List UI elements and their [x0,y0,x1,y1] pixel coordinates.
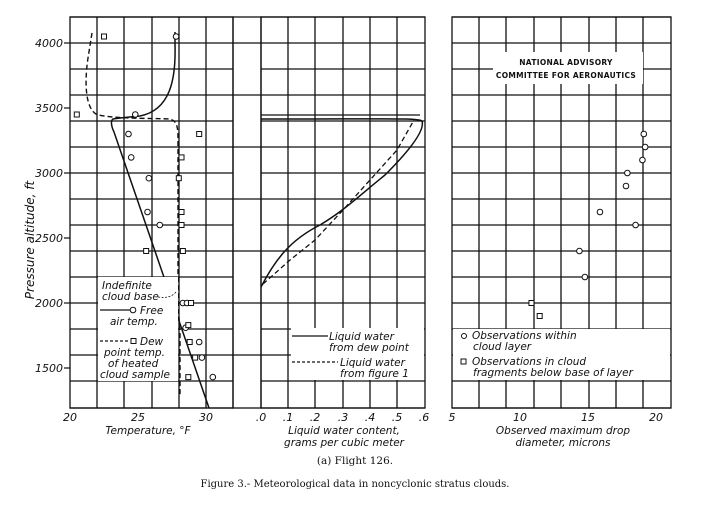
lw-tick-1: .1 [282,411,294,424]
lw-x-label-1: Liquid water content, [288,425,400,437]
drop-x-label-2: diameter, microns [515,437,611,449]
lw-x-label-2: grams per cubic meter [284,437,404,449]
liquid-water-x-axis [256,411,430,449]
temp-tick-30: 30 [199,411,213,424]
legend-lw-dashed-1: Liquid water [340,357,405,369]
lw-tick-3: .3 [337,411,349,424]
y-axis [23,37,63,375]
legend-drop-square-1: Observations in cloud [472,356,587,368]
drop-x-axis [449,411,664,449]
drop-tick-15: 15 [581,411,595,424]
y-tick-3500: 3500 [35,102,63,115]
legend-drop-square-2: fragments below base of layer [473,367,633,379]
y-axis-label: Pressure altitude, ft [23,180,37,300]
agency-line-2: COMMITTEE FOR AERONAUTICS [495,71,637,80]
temp-tick-25: 25 [131,411,145,424]
temp-x-label: Temperature, °F [105,425,191,437]
drop-tick-5: 5 [448,411,456,424]
drop-tick-10: 10 [513,411,527,424]
lw-tick-6: .6 [418,411,430,424]
y-tick-3000: 3000 [35,167,63,180]
legend-cloud-base-1: Indefinite [102,280,152,292]
legend-lw-dashed-2: from figure 1 [340,368,409,380]
legend-dew-1: Dew [140,336,164,348]
legend-free-air-1: Free [140,305,164,317]
drop-legend [453,329,670,380]
temperature-x-axis [63,411,213,437]
lw-tick-5: .5 [391,411,403,424]
y-tick-2500: 2500 [35,232,63,245]
legend-dew-4: cloud sample [100,369,170,381]
figure-caption: Figure 3.- Meteorological data in noncyclonic stratus clouds. [200,479,510,490]
temperature-legend [98,277,178,381]
lw-tick-2: .2 [309,411,321,424]
lw-tick-4: .4 [364,411,376,424]
lw-tick-0: .0 [255,411,267,424]
legend-free-air-2: air temp. [110,316,158,328]
liquid-water-legend [291,328,424,380]
legend-cloud-base-2: cloud base [102,291,159,303]
legend-dew-3: of heated [108,358,159,370]
legend-lw-solid-1: Liquid water [329,331,394,343]
agency-line-1: NATIONAL ADVISORY [519,58,613,67]
y-tick-1500: 1500 [35,362,63,375]
legend-drop-circle-2: cloud layer [473,341,532,353]
agency-stamp [493,52,643,84]
figure-subcaption: (a) Flight 126. [316,455,394,467]
legend-lw-solid-2: from dew point [329,342,409,354]
y-tick-2000: 2000 [35,297,63,310]
temp-tick-20: 20 [63,411,77,424]
legend-drop-circle-1: Observations within [472,330,577,342]
drop-tick-20: 20 [649,411,663,424]
drop-x-label-1: Observed maximum drop [495,425,631,437]
y-tick-4000: 4000 [35,37,63,50]
legend-dew-2: point temp. [104,347,165,359]
